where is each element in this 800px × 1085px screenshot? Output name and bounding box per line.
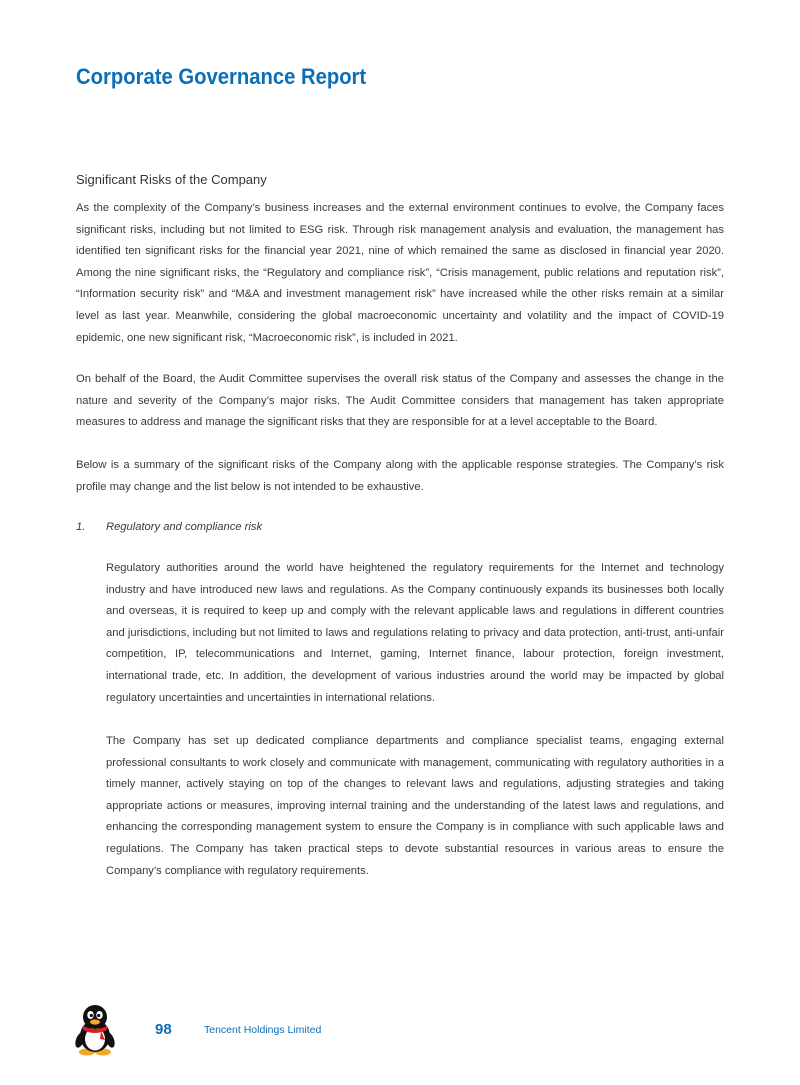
section-heading: Significant Risks of the Company — [76, 172, 267, 187]
page-number: 98 — [155, 1021, 172, 1038]
risk-item-number: 1. — [76, 521, 86, 533]
summary-paragraph: Below is a summary of the significant risks of the Company along with the applicable response strategies. The Company’s risk profile may change and the list below is not intended to be exhaustive. — [76, 459, 724, 493]
penguin-icon — [74, 1004, 116, 1056]
page-title: Corporate Governance Report — [76, 64, 367, 89]
intro-paragraph: As the complexity of the Company’s business increases and the external environment continues to evolve, the Company faces significant risks, including but not limited to ESG risk. Through risk management analysis and evaluation, the management has identified ten significant risks for the financial year 2021, nine of which remained the same as disclosed in financial year 2020. Among the nine significant risks, the “Regulatory and compliance risk”, “Crisis management, public relations and reputation risk”, “Information security risk” and “M&A and investment management risk” have increased while the other risks remain at a similar level as last year. Meanwhile, considering the global macroeconomic uncertainty and volatility and the impact of COVID-19 epidemic, one new significant risk, “Macroeconomic risk”, is included in 2021. — [76, 202, 724, 344]
risk-item-title: Regulatory and compliance risk — [106, 521, 263, 533]
audit-committee-paragraph: On behalf of the Board, the Audit Committee supervises the overall risk status of the Company and assesses the change in the nature and severity of the Company’s major risks. The Audit Committee considers that management has taken appropriate measures to address and manage the significant risks that they are responsible for at a level acceptable to the Board. — [76, 373, 724, 429]
company-name: Tencent Holdings Limited — [204, 1024, 322, 1036]
risk-description-paragraph: Regulatory authorities around the world have heightened the regulatory requirements for the Internet and technology industry and have introduced new laws and regulations. As the Company continuously expands its businesses both locally and overseas, it is required to keep up and comply with the relevant applicable laws and regulations in different countries and jurisdictions, including but not limited to laws and regulations relating to privacy and data protection, anti-trust, anti-unfair competition, IP, telecommunications and Internet, gaming, Internet finance, labour protection, foreign investment, international trade, etc. In addition, the development of various industries around the world may be impacted by global regulatory uncertainties and uncertainties in international relations. — [106, 562, 724, 704]
risk-response-paragraph: The Company has set up dedicated compliance departments and compliance specialist teams, engaging external professional consultants to work closely and communicate with management, communicating with regulatory authorities in a timely manner, actively staying on top of the changes to relevant laws and regulations, adjusting strategies and taking appropriate actions or measures, improving internal training and the understanding of the latest laws and regulations, and enhancing the corresponding management system to ensure the Company is in compliance with such applicable laws and regulations. The Company has taken practical steps to devote substantial resources in various areas to ensure the Company’s compliance with regulatory requirements. — [106, 735, 724, 877]
